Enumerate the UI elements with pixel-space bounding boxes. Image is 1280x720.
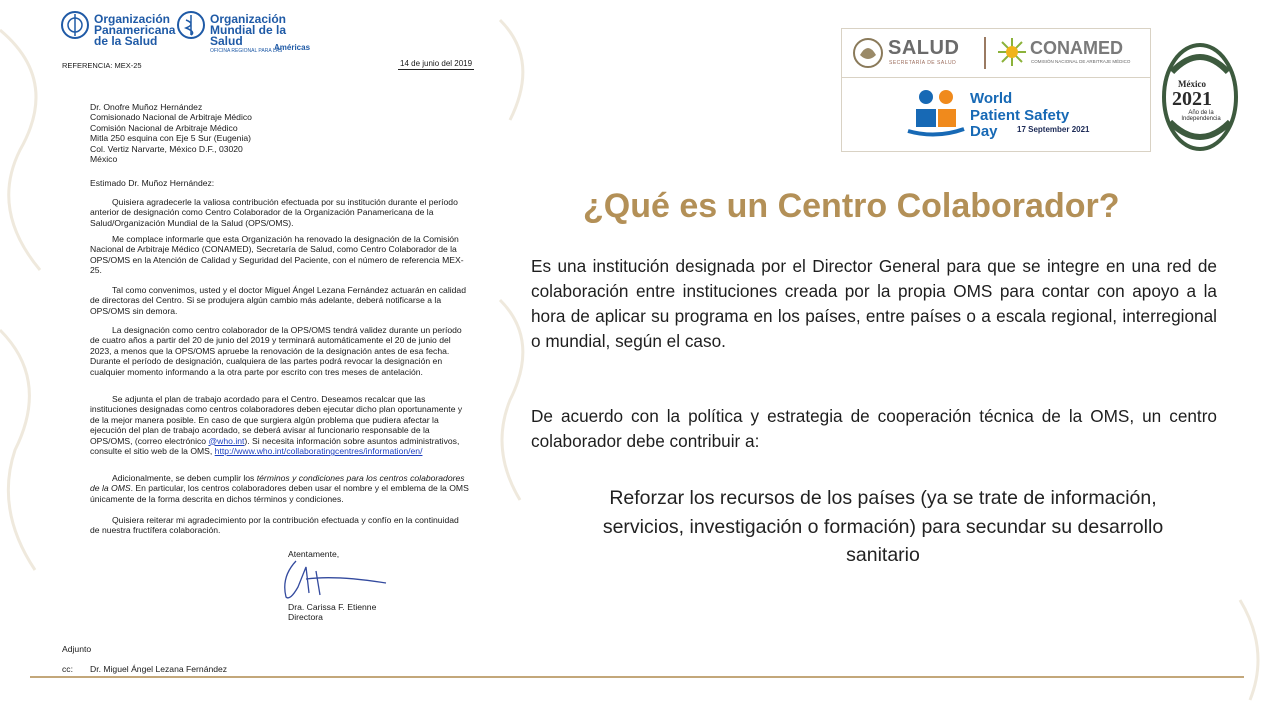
emblem-country: México [1178, 79, 1206, 89]
letter-closing: Atentamente, [288, 549, 340, 559]
letter-reference: REFERENCIA: MEX-25 [62, 61, 142, 70]
slide-paragraph-2: De acuerdo con la política y estrategia de cooperación técnica de la OMS, un centro colaborador debe contribuir a: [531, 406, 1217, 451]
org-who-region: Américas [274, 43, 311, 52]
address-line: Comisión Nacional de Arbitraje Médico [90, 122, 238, 133]
logo-divider [984, 37, 986, 69]
letter-attachment: Adjunto [62, 644, 92, 654]
wpsd-line-3: Day [970, 123, 998, 140]
letter-paragraph-7: Quisiera reiterar mi agradecimiento por la contribución efectuada y confío en la continuidad de nuestra fructífera colaboración. [90, 515, 459, 536]
letter-paragraph-3: Tal como convenimos, usted y el doctor Miguel Ángel Lezana Fernández actuarán en calidad de directoras del Centro. Si se produjera algún cambio más adelante, deberá notificarse a la OPS/OMS sin demora. [90, 285, 466, 316]
signature-icon [276, 557, 396, 601]
conamed-sun-icon [996, 36, 1028, 68]
mexico-coat-of-arms-icon [852, 35, 884, 71]
letter-date: 14 de junio del 2019 [400, 59, 473, 68]
footer-divider [30, 676, 1244, 678]
emblem-year: 2021 [1172, 88, 1212, 110]
letter-paragraph-2: Me complace informarle que esta Organización ha renovado la designación de la Comisión Nacional de Arbitraje Médico (CONAMED), Secretaría de Salud, como Centro Colaborador de la OPS/OMS en la Atención de Calidad y Seguridad del Paciente, con el número de referencia MEX-25. [90, 234, 464, 276]
slide-highlight: Reforzar los recursos de los países (ya se trate de información, servicios, investigación o formación) para secundar su desarrollo sanitario [602, 487, 1164, 566]
conamed-logo-text: CONAMED [1030, 38, 1123, 58]
salud-logo-subtitle: SECRETARÍA DE SALUD [889, 60, 957, 66]
designation-letter [52, 4, 492, 680]
letter-cc-name: Dr. Miguel Ángel Lezana Fernández [90, 664, 228, 674]
letter-salutation: Estimado Dr. Muñoz Hernández: [90, 178, 215, 188]
wpsd-line-1: World [970, 90, 1013, 107]
mexico-2021-emblem [1160, 42, 1240, 152]
signer-name: Dra. Carissa F. Etienne [288, 602, 377, 612]
institutional-logos [841, 28, 1151, 152]
slide-title: ¿Qué es un Centro Colaborador? [583, 187, 1120, 225]
org-who-name: Organización Mundial de la Salud [210, 12, 287, 48]
who-website-link[interactable]: http://www.who.int/collaboratingcentres/information/en/ [214, 446, 423, 457]
address-line: Comisionado Nacional de Arbitraje Médico [90, 112, 252, 123]
conamed-logo-subtitle: COMISIÓN NACIONAL DE ARBITRAJE MÉDICO [1031, 59, 1131, 64]
wpsd-line-2: Patient Safety [970, 107, 1070, 124]
letterhead [60, 8, 490, 58]
address-line: México [90, 154, 118, 165]
address-line: Mitla 250 esquina con Eje 5 Sur (Eugenia) [90, 133, 251, 144]
letter-cc-label: cc: [62, 664, 73, 674]
org-paho-name: Organización Panamericana de la Salud [94, 12, 176, 48]
letter-paragraph-6: Adicionalmente, se deben cumplir los términos y condiciones para los centros colaboradores de la OMS. En particular, los centros colaboradores deben usar el nombre y el emblema de la OMS únicamente de la forma descrita en dichos términos y condiciones. [90, 473, 469, 504]
letter-address [90, 102, 390, 164]
org-who-sub: OFICINA REGIONAL PARA LAS [210, 48, 283, 54]
wpsd-date: 17 September 2021 [1017, 125, 1090, 134]
letter-paragraph-4: La designación como centro colaborador de la OPS/OMS tendrá validez durante un período de cuatro años a partir del 20 de junio del 2019 y terminará automáticamente el 20 de junio del 2023, a menos que la OPS/OMS apruebe la renovación de la designación antes de esa fecha. Durante el período de designación, cualquiera de las partes podrá revocar la designación en cualquier momento informando a la otra parte por escrito con tres meses de antelación. [90, 325, 462, 377]
address-line: Col. Vertiz Narvarte, México D.F., 03020 [90, 143, 243, 154]
address-line: Dr. Onofre Muñoz Hernández [90, 102, 203, 112]
who-emblem-icon [176, 10, 206, 40]
patient-safety-icon [906, 87, 968, 139]
emblem-subtitle: Año de la Independencia [1181, 110, 1221, 122]
slide-paragraph-1: Es una institución designada por el Director General para que se integre en una red de colaboración entre instituciones creada por la propia OMS para contar con apoyo a la hora de aplicar su programa en los países, entre países o a escala regional, interregional o mundial, según el caso. [531, 256, 1217, 351]
letter-paragraph-1: Quisiera agradecerle la valiosa contribución efectuada por su institución durante el período anterior de designación como Centro Colaborador de la Organización Panamericana de la Salud/Organización Mundial de la Salud (OPS/OMS). [90, 197, 458, 228]
salud-logo-text: SALUD [888, 37, 960, 59]
email-link[interactable]: @who.int [208, 435, 245, 446]
paho-emblem-icon [60, 10, 90, 40]
signer-title: Directora [288, 612, 323, 622]
letter-paragraph-5: Se adjunta el plan de trabajo acordado para el Centro. Deseamos recalcar que las instituciones designadas como centros colaboradores deben ejecutar dicho plan oportunamente y de la mejor manera posible. En caso de que surgiera algún problema que pudiera afectar la ejecución del plan de trabajo acordado, se deberá avisar al funcionario responsable de la OPS/OMS, (correo electrónico @who.int). Si necesita información sobre asuntos administrativos, consulte el sitio web de la OMS, http://www.who.int/collaboratingcentres/information/en/ [90, 394, 463, 457]
